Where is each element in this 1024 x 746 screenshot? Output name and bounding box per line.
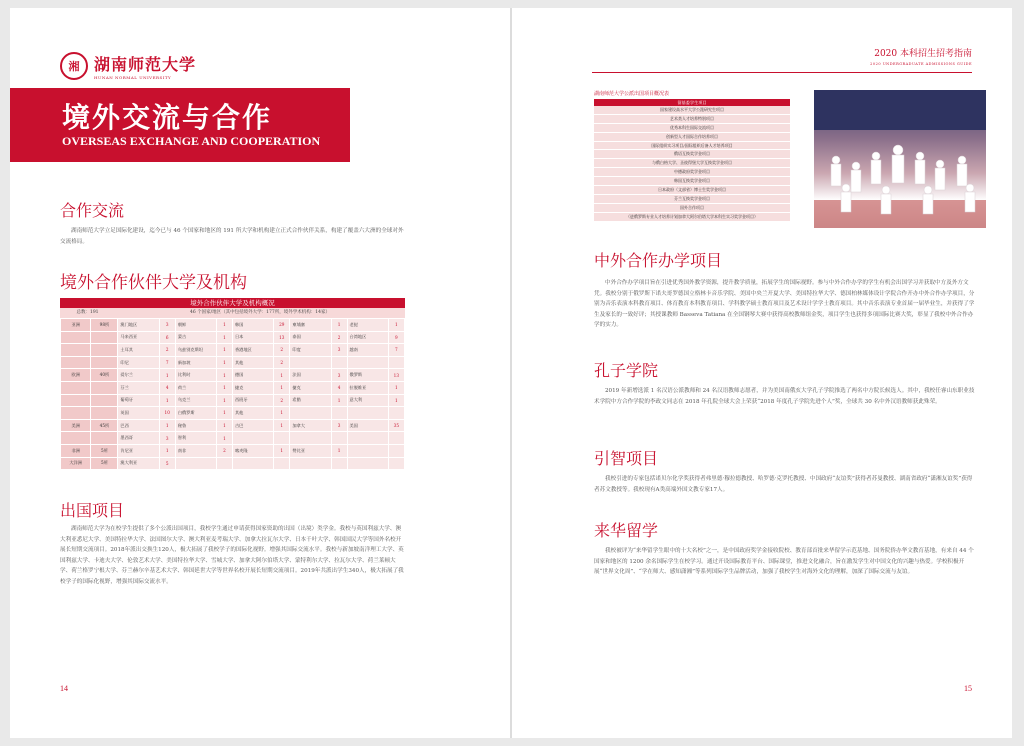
guide-title-cn: 2020 本科招生招考指南 [874,49,972,59]
country-cell: 拉脱维亚 [347,381,388,394]
overview-row: （进俄罗斯专业人才培养计划加拿大阿尔伯塔大学本科生实习奖学金项目） [594,213,790,222]
country-cell: 其他 [232,356,273,369]
partner-count-cell [274,457,290,470]
country-cell [290,432,331,445]
abroad-text: 湖南师范大学为在校学生提供了多个公派出国项目，我校学生通过申请获得国家资助的出国（出境）类学金。我校与英国利兹大学、澳大利亚悉尼大学、美国特拉华大学、法国图尔大学、澳大利亚麦考瑞大学、加拿大拉瓦尔大学、日本千叶大学、韩国国民大学等国外名校开展长短期交流项目。2018年派出交换生120人，极大拓展了我校学子的国际化视野。增强其国际交流水平。我校与新加坡南洋理工大学、英国利兹大学、卡迪夫大学、伦敦艺术大学、美国特拉华大学、雪城大学、加拿大阿尔伯塔大学、蒙特利尔大学、拉瓦尔大学、荷兰莱顿大学、荷兰格罗宁根大学、芬兰赫尔辛基艺术大学、韩国延世大学等世界名校开展长短期交流项目。2019年共派出学生340人，极大拓展了我校学子的国际化视野，增强其国际交流水平。 [60,526,404,585]
overview-row: 中德政府奖学金项目 [594,168,790,177]
country-cell [347,444,388,457]
country-cell: 法国 [290,369,331,382]
region-count-cell [91,331,118,344]
partner-count-cell [388,457,404,470]
table-row [61,369,405,382]
country-cell: 南非 [175,444,216,457]
country-cell: 越南 [347,344,388,357]
table-row [61,319,405,332]
country-cell: 德国 [232,369,273,382]
partner-count-cell: 3 [159,432,175,445]
country-cell: 乌克兰 [175,394,216,407]
partner-count-cell: 1 [216,419,232,432]
table-row [61,419,405,432]
partner-count-cell: 13 [388,369,404,382]
partner-count-cell [388,356,404,369]
partner-count-cell: 1 [216,394,232,407]
partner-count-cell: 3 [331,369,347,382]
country-cell: 英国 [118,407,159,420]
partner-count-cell: 7 [388,344,404,357]
region-cell: 非洲 [61,444,91,457]
region-count-cell: 45所 [91,419,118,432]
country-cell: 澳大利亚 [118,457,159,470]
table-row [61,407,405,420]
country-cell: 俄罗斯 [347,369,388,382]
country-cell: 加拿大 [290,419,331,432]
partner-count-cell: 7 [159,356,175,369]
country-cell [347,407,388,420]
partner-count-cell [388,432,404,445]
country-cell: 喀麦隆 [232,444,273,457]
intellect-text: 我校引进的专家包括诺贝尔化学奖获得者弗里德·穆拉德教授、哈罗德·克罗托教授、中国政府“友谊奖”获得者苏曼教授、湖南省政府“潇湘友谊奖”获得者苏文教授等。我校现有A类高端外国文教专家17人。 [594,476,973,493]
region-cell: 美洲 [61,419,91,432]
partner-count-cell: 1 [159,394,175,407]
partner-count-cell: 1 [274,419,290,432]
region-cell [61,394,91,407]
overview-row: 国际组织实习项目/国际组织后备人才培养项目 [594,142,790,151]
partner-count-cell: 5 [159,457,175,470]
country-cell [290,457,331,470]
partner-count-cell [274,432,290,445]
table-row [61,344,405,357]
partner-count-cell [331,432,347,445]
section-banner [10,88,350,162]
country-cell: 印度 [290,344,331,357]
partner-count-cell: 1 [159,444,175,457]
overview-row: 艺术类人才培养特别项目 [594,115,790,124]
left-page [10,8,510,738]
region-count-cell: 5所 [91,457,118,470]
banner-title-cn: 境外交流与合作 [62,101,273,134]
partner-count-cell: 1 [216,331,232,344]
overview-row: 国家建设高水平大学公派研究生项目 [594,106,790,115]
country-cell [347,457,388,470]
country-cell: 土耳其 [118,344,159,357]
country-cell: 捷克 [290,381,331,394]
region-cell: 大洋洲 [61,457,91,470]
header-divider [592,72,972,73]
partner-count-cell: 1 [216,344,232,357]
partner-count-cell: 1 [388,319,404,332]
coop-heading: 合作交流 [60,201,125,220]
overview-row: 韩国互换奖学金项目 [594,177,790,186]
country-cell: 新加坡 [175,356,216,369]
university-logo [60,52,196,80]
country-cell: 智利 [175,432,216,445]
performance-photo [814,90,986,228]
country-cell: 希腊 [290,394,331,407]
country-cell [232,432,273,445]
country-cell: 美国 [347,419,388,432]
region-cell [61,356,91,369]
region-cell: 欧洲 [61,369,91,382]
partner-count-cell: 1 [216,432,232,445]
region-count-cell: 5所 [91,444,118,457]
partner-count-cell: 2 [274,344,290,357]
partner-count-cell: 2 [274,356,290,369]
partner-count-cell: 10 [159,407,175,420]
intellect-heading: 引智项目 [594,449,659,468]
region-cell [61,331,91,344]
country-cell: 台湾地区 [347,331,388,344]
country-cell: 葡萄牙 [118,394,159,407]
sino-text: 中外合作办学项目旨在引进优秀国外教学资源，提升教学质量，拓展学生的国际视野。参与中外合作办学的学生有机会出国学习并获取中方及外方文凭。我校分别于俄罗斯下诺夫哥罗德国立格林卡音乐学院、美国中央兰开夏大学、美国特拉华大学、德国柏林媒体设计学院合作开办中外合作办学项目，分别为音乐表演本科教育项目、体育教育本科教育项目、学科教学硕士教育项目及艺术设计学学士教育项目。其中音乐表演专业首届一届毕业生，并获得了学生及家长的一致好评；其授课教师 Basseva Tatiana 在全国钢琴大赛中获得高校教师组金奖，项目学生也获得多项国际比赛大奖，彰显了我校中外合作办学的实力。 [594,280,975,328]
partner-count-cell: 1 [388,394,404,407]
page-number-left: 14 [60,684,68,693]
table-row [61,381,405,394]
partner-count-cell: 1 [331,319,347,332]
logo-name-en: HUNAN NORMAL UNIVERSITY [94,75,172,80]
country-cell: 西班牙 [232,394,273,407]
partner-count-cell: 1 [159,419,175,432]
seal-icon: 湘 [60,52,88,80]
banner-title-en: OVERSEAS EXCHANGE AND COOPERATION [62,134,321,148]
country-cell: 白俄罗斯 [175,407,216,420]
overview-row: 俄语互换奖学金项目 [594,150,790,159]
partner-count-cell: 2 [159,344,175,357]
country-cell: 芬兰 [118,381,159,394]
partner-count-cell: 1 [216,407,232,420]
partner-count-cell: 35 [388,419,404,432]
region-cell [61,407,91,420]
table-row [61,432,405,445]
country-cell: 古巴 [232,419,273,432]
guide-title-en: 2020 UNDERGRADUATE ADMISSIONS GUIDE [870,62,972,66]
region-cell [61,432,91,445]
partner-count-cell: 3 [331,344,347,357]
partner-count-cell: 9 [388,331,404,344]
partner-count-cell [388,444,404,457]
region-count-cell [91,381,118,394]
partner-count-cell [331,407,347,420]
partner-count-cell: 3 [331,419,347,432]
country-cell [232,457,273,470]
country-cell: 马来西亚 [118,331,159,344]
overview-row: 优秀本科生国际交流项目 [594,124,790,133]
country-cell [347,432,388,445]
country-cell: 其他 [232,407,273,420]
partner-count-cell: 1 [216,381,232,394]
region-cell [61,381,91,394]
overview-row: 创新型人才国际合作培养项目 [594,133,790,142]
table-row [61,444,405,457]
partner-count-cell [216,457,232,470]
partners-total: 总数：191 [76,310,99,315]
partners-table-title: 境外合作伙伴大学及机构概况 [60,298,405,308]
country-cell: 肯尼亚 [118,444,159,457]
confucius-heading: 孔子学院 [594,361,659,380]
guide-header [870,46,972,66]
region-count-cell [91,356,118,369]
sino-heading: 中外合作办学项目 [594,251,723,270]
partner-count-cell: 1 [331,394,347,407]
country-cell [290,356,331,369]
country-cell: 印尼 [118,356,159,369]
partner-count-cell: 6 [159,331,175,344]
partner-count-cell: 1 [216,319,232,332]
country-cell: 荷兰 [175,381,216,394]
country-cell: 乌兹别克斯坦 [175,344,216,357]
partner-count-cell: 4 [159,381,175,394]
partner-count-cell [388,407,404,420]
overview-row: 芬兰互换奖学金项目 [594,195,790,204]
partner-count-cell: 1 [216,356,232,369]
partners-heading: 境外合作伙伴大学及机构 [60,273,247,293]
partner-count-cell: 1 [274,381,290,394]
country-cell: 柬埔寨 [290,319,331,332]
partner-count-cell: 1 [274,444,290,457]
table-row [61,457,405,470]
country-cell: 香港地区 [232,344,273,357]
table-row [61,331,405,344]
partner-count-cell: 1 [388,381,404,394]
partner-count-cell [331,356,347,369]
partner-count-cell: 2 [331,331,347,344]
partners-grid [60,318,405,470]
logo-name-cn: 湖南师范大学 [94,55,197,74]
region-count-cell: 40所 [91,369,118,382]
country-cell [290,407,331,420]
country-cell: 意大利 [347,394,388,407]
performers-illustration [814,90,986,228]
country-cell: 朝鲜 [175,319,216,332]
overview-head: 留基委学生项目 [594,99,790,106]
study-heading: 来华留学 [594,521,659,540]
country-cell: 巴西 [118,419,159,432]
partners-desc: 46 个国家/地区（其中包括境外大学：177所，境外学术机构：14家） [190,310,330,315]
country-cell: 韩国 [232,319,273,332]
partners-table [60,298,405,470]
partner-count-cell: 4 [331,381,347,394]
country-cell: 比利时 [175,369,216,382]
region-count-cell [91,407,118,420]
table-row [61,356,405,369]
overview-table [594,90,790,222]
partner-count-cell: 1 [159,369,175,382]
partner-count-cell: 2 [274,394,290,407]
partner-count-cell: 13 [274,331,290,344]
country-cell [347,356,388,369]
overview-row: 日本政府（文部省）博士生奖学金项目 [594,186,790,195]
coop-text: 湖南师范大学立足国际化建设，迄今已与 46 个国家和地区的 191 所大学和机构建立正式合作伙伴关系，构建了覆盖六大洲的全球对外交流格局。 [60,228,404,245]
country-cell: 泰国 [290,331,331,344]
page-number-right: 15 [964,684,972,693]
confucius-text: 2019 年新增选派 1 名汉语公派教师和 24 名汉语教师志愿者，并为美国南俄亥大学孔子学院推选了两名中方院长候选人。其中，我校任睿山东职业技术学院中方合作学院的李政文同志在 2018 年孔院全球大会上荣获“2018 年度孔子学院先进个人”奖，全球共 30 名中外汉语教师获此殊荣。 [594,388,975,405]
country-cell: 墨西哥 [118,432,159,445]
country-cell: 秘鲁 [175,419,216,432]
table-row [61,394,405,407]
partner-count-cell: 3 [159,319,175,332]
region-count-cell [91,432,118,445]
partner-count-cell: 29 [274,319,290,332]
country-cell: 老挝 [347,319,388,332]
overview-row: 与俄白格大学、圣彼得堡大学互换奖学金项目 [594,159,790,168]
study-text: 我校被评为“来华留学生眼中的十大名校”之一，是中国政府奖学金接收院校、教育部首批来华留学示范基地、国务院侨办华文教育基地，有来自 44 个国家和地区的 1200 余名国际学生在校学习。通过开设国际教育平台、国际课堂，推进文化融合，旨在激发学生对中国文化的兴趣与热爱。学校积极开展“世界文化周”、“学在师大、感知潇湘”等系列国际学生品牌活动，加强了我校学生对海外文化的理解，加深了国际交流与友谊。 [594,548,974,575]
partner-count-cell: 1 [274,407,290,420]
abroad-heading: 出国项目 [60,501,125,520]
country-cell: 日本 [232,331,273,344]
partner-count-cell: 1 [216,369,232,382]
country-cell: 澳门地区 [118,319,159,332]
region-count-cell: 98所 [91,319,118,332]
overview-caption: 湖南师范大学公派出国项目概况表 [594,91,670,97]
country-cell: 蒙古 [175,331,216,344]
country-cell: 捷克 [232,381,273,394]
partner-count-cell: 1 [331,444,347,457]
right-page [512,8,1012,738]
region-count-cell [91,394,118,407]
country-cell [175,457,216,470]
region-cell [61,344,91,357]
partner-count-cell [331,457,347,470]
partner-count-cell: 2 [216,444,232,457]
region-count-cell [91,344,118,357]
country-cell: 爱尔兰 [118,369,159,382]
partner-count-cell: 1 [274,369,290,382]
overview-row: 国外合作项目 [594,204,790,213]
country-cell: 赞比亚 [290,444,331,457]
region-cell: 亚洲 [61,319,91,332]
